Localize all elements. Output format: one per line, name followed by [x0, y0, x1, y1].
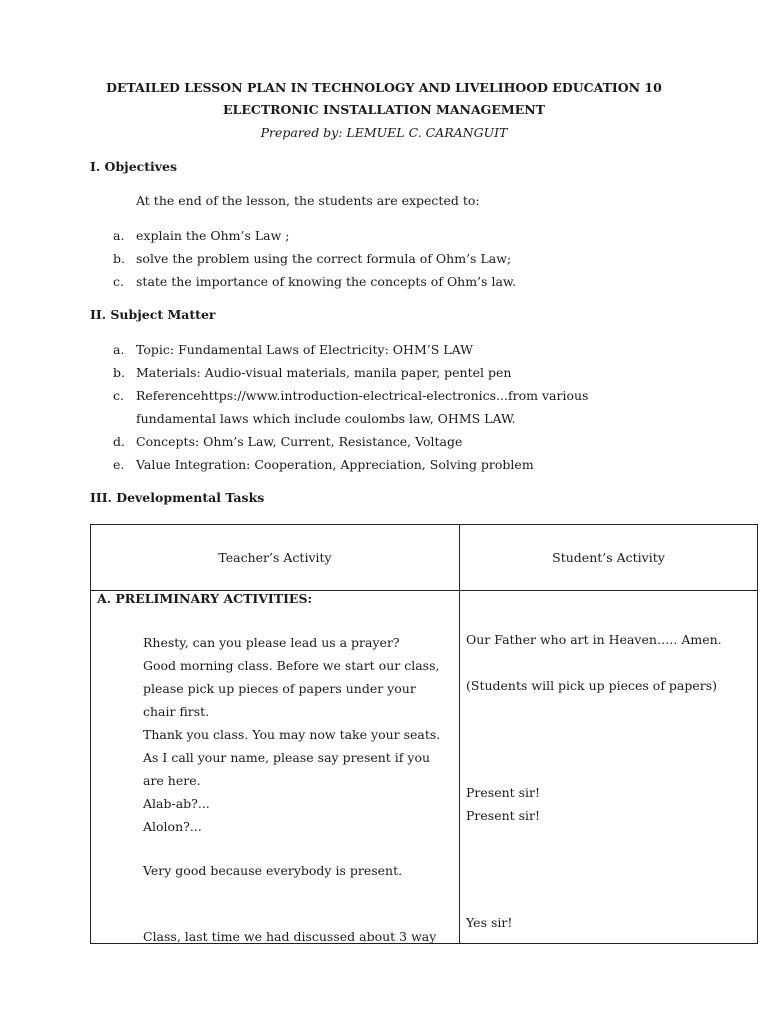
student-line: Present sir!: [466, 785, 541, 800]
objective-label: a.: [113, 228, 125, 243]
developmental-tasks-heading: III. Developmental Tasks: [90, 490, 265, 505]
teacher-line: are here.: [143, 773, 201, 788]
subject-label: c.: [113, 388, 124, 403]
objective-label: b.: [113, 251, 125, 266]
teacher-line: As I call your name, please say present if you: [143, 750, 431, 765]
objective-text: solve the problem using the correct formula of Ohm’s Law;: [136, 251, 512, 266]
student-line: Our Father who art in Heaven….. Amen.: [466, 632, 722, 647]
subject-label: b.: [113, 365, 125, 380]
student-line: (Students will pick up pieces of papers): [466, 678, 718, 693]
teacher-line: Good morning class. Before we start our class,: [143, 658, 440, 673]
student-activity-header: Student’s Activity: [460, 525, 758, 591]
table-header-row: [91, 525, 758, 591]
objective-text: explain the Ohm’s Law ;: [136, 228, 290, 243]
objective-text: state the importance of knowing the concepts of Ohm’s law.: [136, 274, 517, 289]
teacher-line: Rhesty, can you please lead us a prayer?: [143, 635, 400, 650]
subject-text-continued: fundamental laws which include coulombs law, OHMS LAW.: [136, 411, 516, 426]
table-row: [91, 591, 758, 944]
teacher-line: Very good because everybody is present.: [143, 863, 403, 878]
teacher-line: Alab-ab?...: [143, 796, 210, 811]
student-line: Yes sir!: [466, 915, 513, 930]
section-title: A. PRELIMINARY ACTIVITIES:: [97, 591, 313, 606]
prepared-by: Prepared by: LEMUEL C. CARANGUIT: [260, 125, 508, 140]
student-line: Present sir!: [466, 808, 541, 823]
teacher-activity-cell: [91, 591, 460, 944]
teacher-line: please pick up pieces of papers under your: [143, 681, 416, 696]
teacher-line: chair first.: [143, 704, 210, 719]
subject-matter-heading: II. Subject Matter: [90, 307, 216, 322]
activities-table: [90, 524, 758, 944]
teacher-line: Alolon?...: [143, 819, 202, 834]
subject-text: Concepts: Ohm’s Law, Current, Resistance, Voltage: [136, 434, 463, 449]
subject-text: Referencehttps://www.introduction-electrical-electronics...from various: [136, 388, 589, 403]
objectives-intro: At the end of the lesson, the students are expected to:: [136, 193, 480, 208]
objectives-heading: I. Objectives: [90, 159, 178, 174]
objective-label: c.: [113, 274, 124, 289]
subject-text: Value Integration: Cooperation, Appreciation, Solving problem: [136, 457, 534, 472]
teacher-line: Thank you class. You may now take your seats.: [143, 727, 441, 742]
subject-label: a.: [113, 342, 125, 357]
student-activity-cell: [460, 591, 758, 944]
subject-text: Topic: Fundamental Laws of Electricity: OHM’S LAW: [136, 342, 473, 357]
document-title: DETAILED LESSON PLAN IN TECHNOLOGY AND LIVELIHOOD EDUCATION 10: [106, 80, 662, 95]
subject-text: Materials: Audio-visual materials, manila paper, pentel pen: [136, 365, 512, 380]
subject-label: d.: [113, 434, 125, 449]
teacher-activity-header: Teacher’s Activity: [91, 525, 460, 591]
document-subtitle: ELECTRONIC INSTALLATION MANAGEMENT: [223, 102, 545, 117]
teacher-line: Class, last time we had discussed about 3 way: [143, 929, 437, 943]
subject-label: e.: [113, 457, 125, 472]
